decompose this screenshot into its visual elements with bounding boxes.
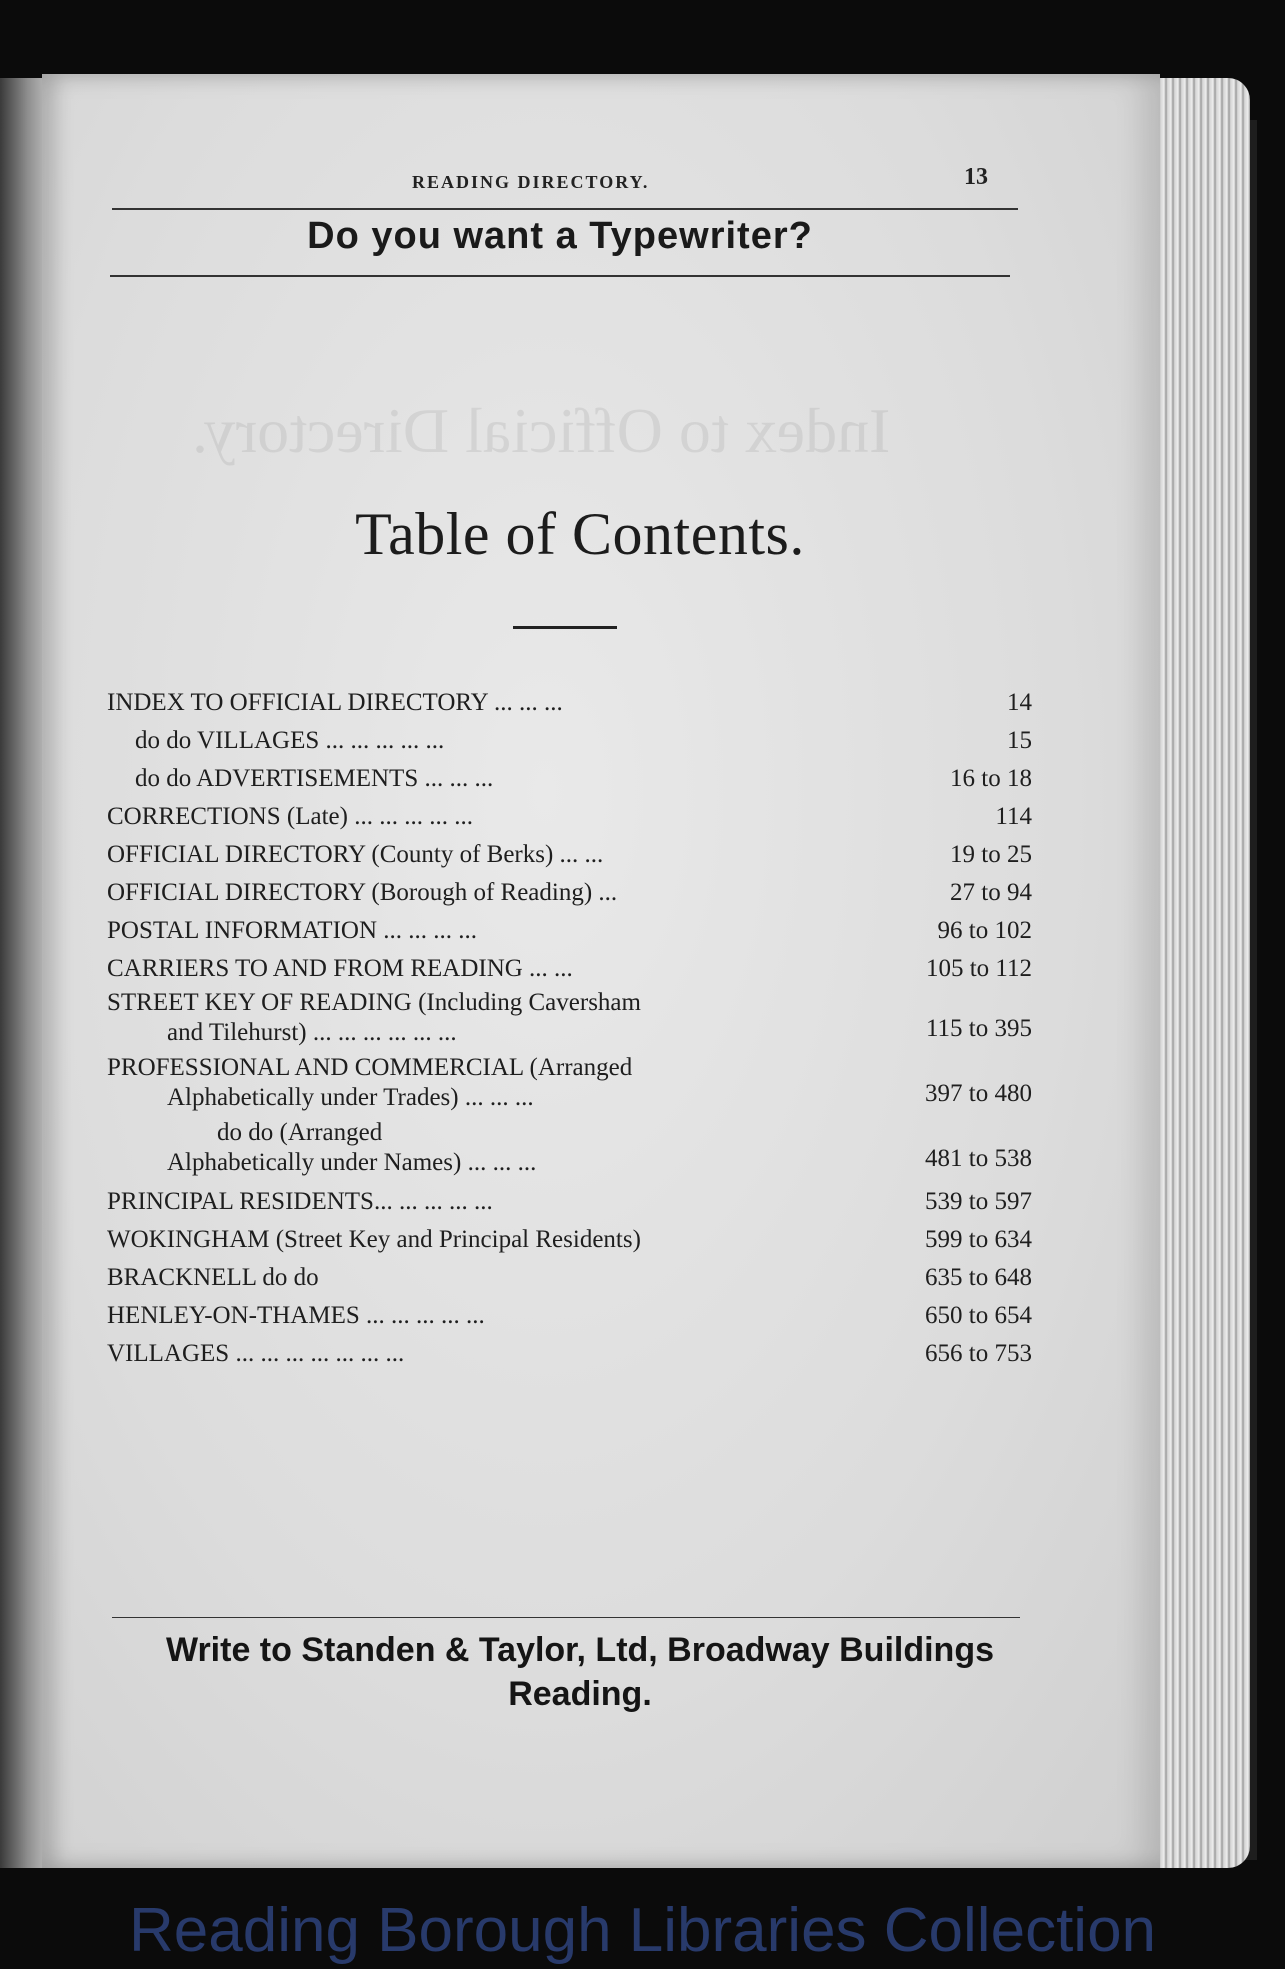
toc-row — [107, 1335, 1032, 1373]
toc-row — [107, 988, 1032, 1053]
running-title: READING DIRECTORY. — [412, 172, 650, 192]
toc-pages: 15 — [1007, 727, 1032, 754]
toc-row — [107, 1118, 1032, 1183]
typewriter-advert: Do you want a Typewriter? — [307, 215, 813, 257]
toc-entry-line: PROFESSIONAL AND COMMERCIAL (Arranged — [107, 1054, 633, 1081]
toc-list — [107, 684, 1032, 1373]
toc-entry: WOKINGHAM (Street Key and Principal Residents) — [107, 1226, 641, 1253]
toc-pages: 599 to 634 — [925, 1226, 1032, 1253]
toc-entry: INDEX TO OFFICIAL DIRECTORY ... ... ... — [107, 689, 563, 716]
toc-pages: 115 to 395 — [925, 1015, 1032, 1042]
advert-line-2: Reading. — [508, 1675, 652, 1713]
toc-row — [107, 1221, 1032, 1259]
toc-pages: 96 to 102 — [937, 917, 1032, 944]
toc-row — [107, 950, 1032, 988]
toc-row — [107, 1183, 1032, 1221]
toc-entry-line: do do (Arranged — [217, 1119, 383, 1146]
toc-entry: HENLEY-ON-THAMES ... ... ... ... ... — [107, 1302, 485, 1329]
toc-row — [107, 722, 1032, 760]
title-rule — [513, 626, 617, 629]
toc-entry: PRINCIPAL RESIDENTS... ... ... ... ... — [107, 1188, 493, 1215]
toc-pages: 14 — [1007, 689, 1032, 716]
toc-row — [107, 798, 1032, 836]
book-spine — [0, 78, 46, 1868]
collection-watermark: Reading Borough Libraries Collection — [128, 1896, 1157, 1965]
toc-entry: CORRECTIONS (Late) ... ... ... ... ... — [107, 803, 473, 830]
toc-entry — [107, 1053, 827, 1113]
toc-pages: 114 — [995, 803, 1032, 830]
toc-pages: 27 to 94 — [950, 879, 1032, 906]
toc-pages: 105 to 112 — [925, 955, 1032, 982]
toc-pages: 19 to 25 — [950, 841, 1032, 868]
toc-pages: 397 to 480 — [925, 1080, 1032, 1107]
bottom-rule — [112, 1617, 1020, 1618]
toc-entry: do do ADVERTISEMENTS ... ... ... — [135, 765, 494, 792]
toc-pages: 16 to 18 — [950, 765, 1032, 792]
advert-rule — [110, 275, 1010, 277]
toc-pages: 481 to 538 — [925, 1145, 1032, 1172]
toc-row — [107, 874, 1032, 912]
toc-entry: POSTAL INFORMATION ... ... ... ... — [107, 917, 478, 944]
toc-entry-line: STREET KEY OF READING (Including Caversham — [107, 989, 641, 1016]
toc-entry: OFFICIAL DIRECTORY (Borough of Reading) ... — [107, 879, 618, 906]
top-rule — [112, 208, 1018, 210]
toc-title: Table of Contents. — [355, 501, 805, 567]
toc-pages: 635 to 648 — [925, 1264, 1032, 1291]
advert-line-1: Write to Standen & Taylor, Ltd, Broadway Buildings — [165, 1631, 995, 1669]
toc-row — [107, 684, 1032, 722]
toc-pages: 656 to 753 — [925, 1340, 1032, 1367]
bleed-through-text: Index to Official Directory. — [192, 395, 891, 466]
toc-row — [107, 912, 1032, 950]
toc-entry: CARRIERS TO AND FROM READING ... ... — [107, 955, 573, 982]
toc-entry — [107, 1118, 827, 1178]
toc-entry — [107, 988, 827, 1048]
toc-entry: do do VILLAGES ... ... ... ... ... — [135, 727, 445, 754]
toc-entry: VILLAGES ... ... ... ... ... ... ... — [107, 1340, 405, 1367]
toc-entry-continuation: and Tilehurst) ... ... ... ... ... ... — [167, 1019, 457, 1046]
toc-row — [107, 1053, 1032, 1118]
toc-entry: BRACKNELL do do — [107, 1264, 319, 1291]
toc-entry-continuation: Alphabetically under Names) ... ... ... — [167, 1149, 537, 1176]
toc-entry-continuation: Alphabetically under Trades) ... ... ... — [167, 1084, 534, 1111]
page-number: 13 — [964, 164, 988, 190]
toc-row — [107, 836, 1032, 874]
toc-row — [107, 1297, 1032, 1335]
toc-pages: 650 to 654 — [925, 1302, 1032, 1329]
toc-entry: OFFICIAL DIRECTORY (County of Berks) ... ... — [107, 841, 604, 868]
toc-row — [107, 1259, 1032, 1297]
toc-pages: 539 to 597 — [925, 1188, 1032, 1215]
standen-taylor-advert — [100, 1628, 1060, 1716]
toc-row — [107, 760, 1032, 798]
